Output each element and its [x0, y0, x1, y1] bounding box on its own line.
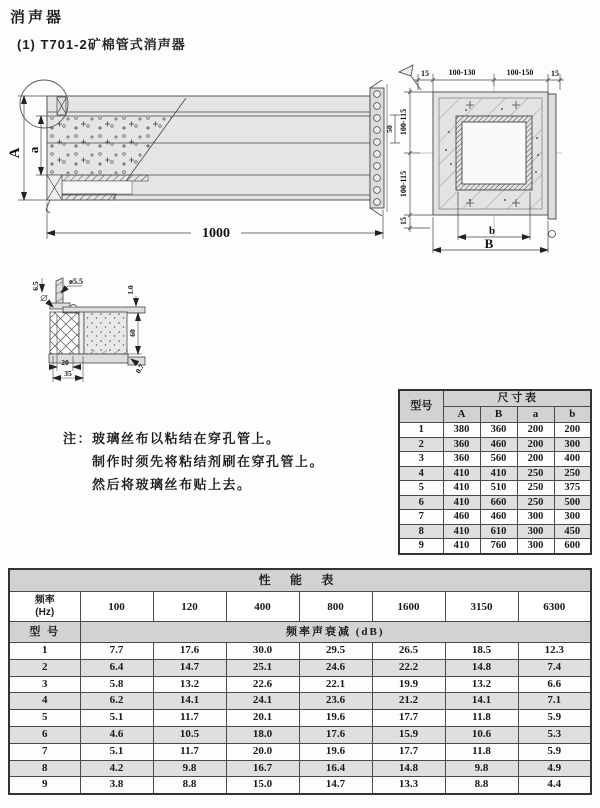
value-cell: 22.2	[372, 659, 445, 676]
section-left-dim-1: 100-115	[399, 170, 408, 198]
value-cell: 5.8	[80, 676, 153, 693]
value-cell: 11.8	[445, 743, 518, 760]
value-cell: 11.7	[153, 743, 226, 760]
performance-table	[8, 568, 592, 795]
value-cell: 17.7	[372, 743, 445, 760]
value-cell: 200	[517, 452, 554, 467]
value-cell: 4.6	[80, 726, 153, 743]
model-cell: 2	[399, 437, 443, 452]
value-cell: 450	[554, 524, 591, 539]
value-cell: 200	[517, 437, 554, 452]
value-cell: 4.4	[518, 777, 591, 794]
table-row	[9, 726, 591, 743]
freq-col-120: 120	[153, 592, 226, 622]
value-cell: 20.0	[226, 743, 299, 760]
section-left-dim-2: 15	[399, 217, 408, 225]
value-cell: 360	[443, 437, 480, 452]
value-cell: 200	[554, 423, 591, 438]
value-cell: 16.4	[299, 760, 372, 777]
detail-hole-label: ø5.5	[69, 277, 83, 286]
value-cell: 300	[517, 524, 554, 539]
size-col-header-B: B	[480, 407, 517, 423]
value-cell: 410	[443, 481, 480, 496]
value-cell: 6.6	[518, 676, 591, 693]
section-top-dims-lines	[414, 74, 564, 94]
table-row	[399, 466, 591, 481]
table-row	[9, 676, 591, 693]
value-cell: 23.6	[299, 693, 372, 710]
table-row	[399, 437, 591, 452]
model-cell: 9	[9, 777, 80, 794]
value-cell: 19.6	[299, 743, 372, 760]
value-cell: 14.7	[153, 659, 226, 676]
table-row	[9, 710, 591, 727]
size-col-header-A: A	[443, 407, 480, 423]
freq-col-6300: 6300	[518, 592, 591, 622]
value-cell: 250	[517, 481, 554, 496]
value-cell: 26.5	[372, 643, 445, 660]
main-view	[18, 80, 400, 239]
value-cell: 13.2	[153, 676, 226, 693]
size-col-header-a: a	[517, 407, 554, 423]
height-inner-label: a	[26, 146, 41, 154]
value-cell: 5.9	[518, 743, 591, 760]
note-line-3: 然后将玻璃丝布贴上去。	[92, 477, 252, 492]
section-outer-width-label: B	[484, 236, 494, 251]
note-line-1: 玻璃丝布以粘结在穿孔管上。	[92, 431, 281, 446]
value-cell: 14.1	[445, 693, 518, 710]
table-row	[9, 760, 591, 777]
value-cell: 380	[443, 423, 480, 438]
value-cell: 7.7	[80, 643, 153, 660]
section-top-dim-0: 15	[421, 69, 429, 78]
section-title: (1) T701-2矿棉管式消声器	[17, 37, 186, 52]
model-cell: 3	[9, 676, 80, 693]
size-table	[398, 389, 592, 555]
value-cell: 11.7	[153, 710, 226, 727]
value-cell: 410	[443, 495, 480, 510]
value-cell: 410	[480, 466, 517, 481]
model-cell: 1	[399, 423, 443, 438]
value-cell: 300	[554, 510, 591, 525]
table-row	[399, 452, 591, 467]
table-row	[399, 524, 591, 539]
value-cell: 19.9	[372, 676, 445, 693]
value-cell: 17.6	[299, 726, 372, 743]
detail-left-label: 6.5	[31, 281, 40, 291]
technical-drawing	[0, 60, 600, 408]
value-cell: 5.3	[518, 726, 591, 743]
value-cell: 250	[554, 466, 591, 481]
value-cell: 6.4	[80, 659, 153, 676]
value-cell: 250	[517, 495, 554, 510]
value-cell: 410	[443, 539, 480, 554]
value-cell: 6.2	[80, 693, 153, 710]
size-col-header-b: b	[554, 407, 591, 423]
value-cell: 375	[554, 481, 591, 496]
note-line-2: 制作时须先将粘结剂刷在穿孔管上。	[92, 454, 325, 469]
freq-col-1600: 1600	[372, 592, 445, 622]
value-cell: 8.8	[153, 777, 226, 794]
value-cell: 15.0	[226, 777, 299, 794]
value-cell: 360	[480, 423, 517, 438]
table-row	[399, 423, 591, 438]
section-inner-width-label: b	[488, 225, 496, 237]
value-cell: 360	[443, 452, 480, 467]
flange	[370, 80, 387, 216]
table-row	[399, 495, 591, 510]
model-cell: 1	[9, 643, 80, 660]
value-cell: 12.3	[518, 643, 591, 660]
value-cell: 460	[443, 510, 480, 525]
table-row	[9, 693, 591, 710]
value-cell: 7.1	[518, 693, 591, 710]
value-cell: 14.8	[445, 659, 518, 676]
attenuation-header: 频率声衰减 (dB)	[80, 622, 591, 643]
model-cell: 8	[399, 524, 443, 539]
value-cell: 13.3	[372, 777, 445, 794]
value-cell: 4.2	[80, 760, 153, 777]
value-cell: 5.1	[80, 743, 153, 760]
freq-header	[9, 592, 80, 622]
value-cell: 600	[554, 539, 591, 554]
value-cell: 14.1	[153, 693, 226, 710]
value-cell: 10.6	[445, 726, 518, 743]
value-cell: 30.0	[226, 643, 299, 660]
value-cell: 17.7	[372, 710, 445, 727]
perf-table-title: 性 能 表	[9, 569, 591, 592]
value-cell: 660	[480, 495, 517, 510]
perf-table-body	[9, 643, 591, 795]
section-top-dim-3: 15	[551, 69, 559, 78]
note-block	[63, 427, 324, 496]
table-row	[9, 659, 591, 676]
model-cell: 3	[399, 452, 443, 467]
detail-plate-label: 1.0	[126, 285, 135, 295]
size-table-model-header: 型号	[399, 390, 443, 423]
value-cell: 17.6	[153, 643, 226, 660]
value-cell: 250	[517, 466, 554, 481]
value-cell: 15.9	[372, 726, 445, 743]
detail-dim20-label: 20	[61, 358, 69, 367]
value-cell: 560	[480, 452, 517, 467]
table-row	[399, 539, 591, 554]
table-row	[9, 777, 591, 794]
value-cell: 10.5	[153, 726, 226, 743]
freq-col-100: 100	[80, 592, 153, 622]
value-cell: 5.9	[518, 710, 591, 727]
length-dim-label: 1000	[202, 226, 230, 241]
value-cell: 4.9	[518, 760, 591, 777]
value-cell: 5.1	[80, 710, 153, 727]
bolt-pitch-label: 50	[385, 125, 394, 133]
model-cell: 7	[9, 743, 80, 760]
value-cell: 7.4	[518, 659, 591, 676]
freq-col-800: 800	[299, 592, 372, 622]
value-cell: 400	[554, 452, 591, 467]
value-cell: 13.2	[445, 676, 518, 693]
value-cell: 9.8	[445, 760, 518, 777]
section-view	[399, 65, 564, 253]
value-cell: 300	[554, 437, 591, 452]
size-table-title: 尺 寸 表	[443, 390, 591, 407]
value-cell: 14.8	[372, 760, 445, 777]
value-cell: 22.6	[226, 676, 299, 693]
freq-header-line2: (Hz)	[35, 606, 55, 618]
value-cell: 20.1	[226, 710, 299, 727]
model-cell: 8	[9, 760, 80, 777]
section-top-dim-2: 100-150	[506, 68, 534, 77]
small-callout-circle	[549, 231, 556, 238]
table-row	[9, 743, 591, 760]
value-cell: 9.8	[153, 760, 226, 777]
value-cell: 610	[480, 524, 517, 539]
model-cell: 5	[399, 481, 443, 496]
value-cell: 300	[517, 510, 554, 525]
value-cell: 510	[480, 481, 517, 496]
value-cell: 300	[517, 539, 554, 554]
value-cell: 11.8	[445, 710, 518, 727]
model-cell: 6	[399, 495, 443, 510]
model-cell: 5	[9, 710, 80, 727]
value-cell: 18.0	[226, 726, 299, 743]
dim-a	[36, 116, 47, 175]
table-row	[399, 510, 591, 525]
note-lines	[92, 427, 324, 496]
value-cell: 25.1	[226, 659, 299, 676]
detail-height-label: 60	[128, 329, 137, 337]
model-cell: 4	[9, 693, 80, 710]
value-cell: 29.5	[299, 643, 372, 660]
value-cell: 21.2	[372, 693, 445, 710]
value-cell: 18.5	[445, 643, 518, 660]
freq-header-line1: 频率	[34, 594, 55, 606]
table-row	[399, 481, 591, 496]
value-cell: 500	[554, 495, 591, 510]
detail-dim35-label: 35	[64, 369, 72, 378]
model-cell: 2	[9, 659, 80, 676]
value-cell: 14.7	[299, 777, 372, 794]
value-cell: 460	[480, 510, 517, 525]
value-cell: 3.8	[80, 777, 153, 794]
detail-sheet-label: 0.7	[133, 362, 147, 376]
model-cell: 9	[399, 539, 443, 554]
value-cell: 16.7	[226, 760, 299, 777]
value-cell: 410	[443, 466, 480, 481]
freq-col-3150: 3150	[445, 592, 518, 622]
value-cell: 760	[480, 539, 517, 554]
perf-model-header: 型 号	[9, 622, 80, 643]
page-title: 消声器	[10, 9, 65, 26]
note-prefix: 注：	[63, 431, 93, 446]
freq-col-400: 400	[226, 592, 299, 622]
value-cell: 19.6	[299, 710, 372, 727]
value-cell: 200	[517, 423, 554, 438]
section-left-dims-lines	[404, 88, 433, 232]
value-cell: 460	[480, 437, 517, 452]
size-table-body	[399, 423, 591, 554]
value-cell: 24.1	[226, 693, 299, 710]
model-cell: 4	[399, 466, 443, 481]
value-cell: 8.8	[445, 777, 518, 794]
table-row	[9, 643, 591, 660]
height-outer-label: A	[7, 147, 23, 159]
section-left-dim-0: 100-115	[399, 108, 408, 136]
section-top-dim-1: 100-130	[448, 68, 476, 77]
value-cell: 22.1	[299, 676, 372, 693]
model-cell: 6	[9, 726, 80, 743]
value-cell: 24.6	[299, 659, 372, 676]
value-cell: 410	[443, 524, 480, 539]
model-cell: 7	[399, 510, 443, 525]
